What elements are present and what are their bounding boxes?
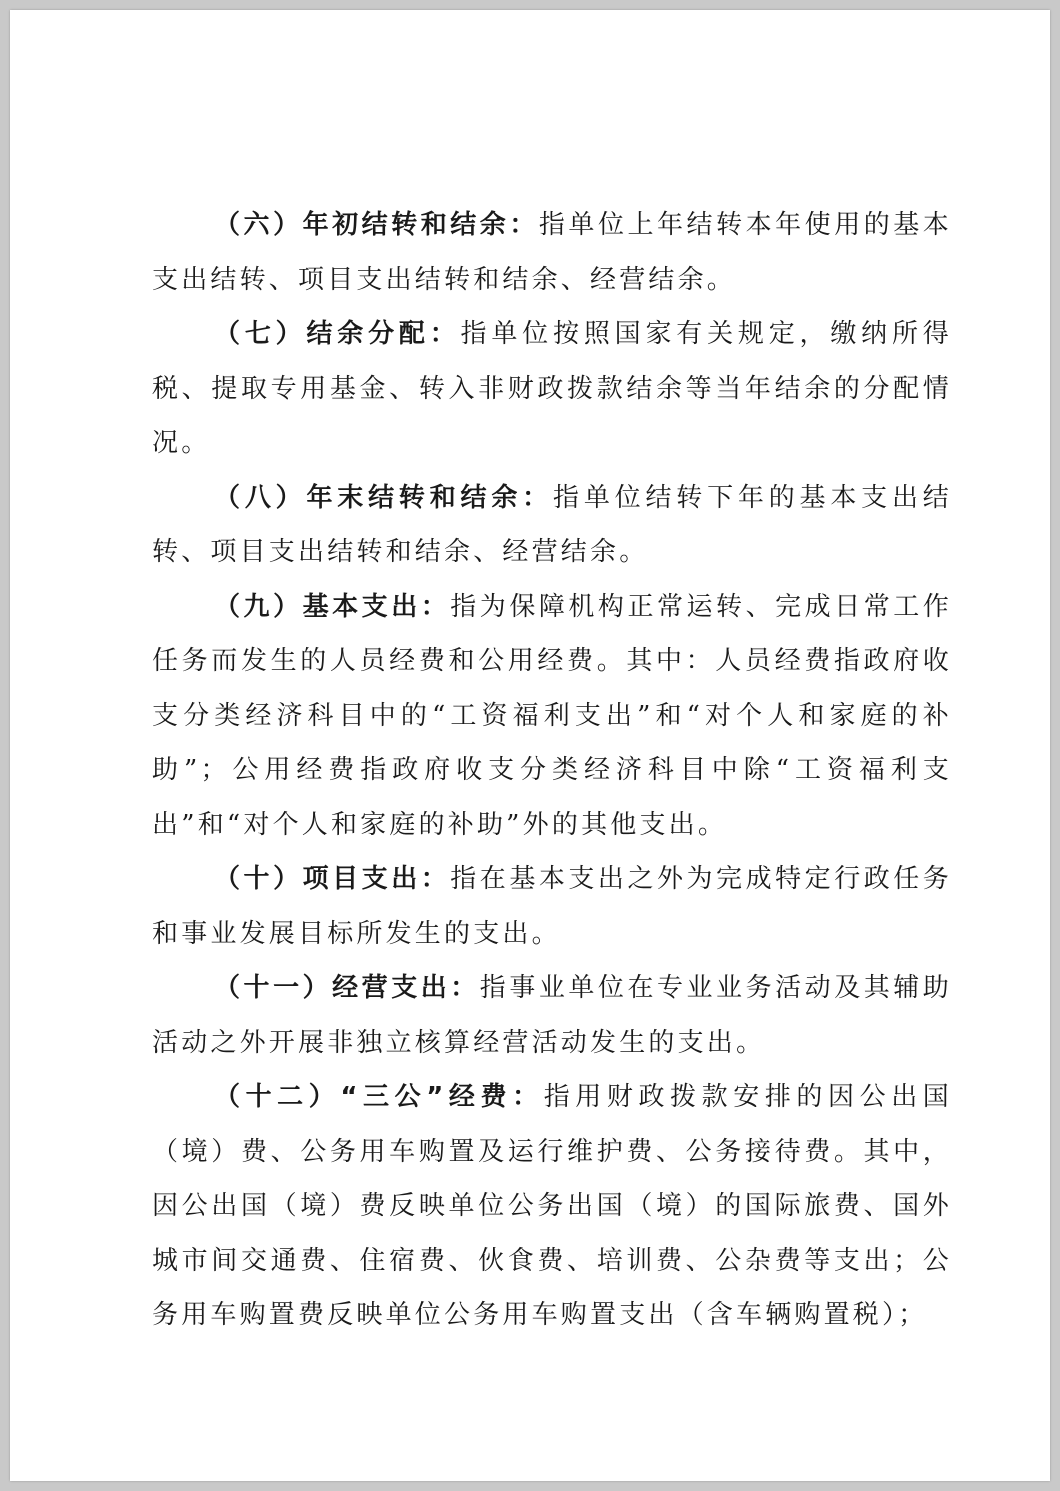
paragraph-6: [152, 198, 952, 307]
document-page: [10, 10, 1050, 1481]
paragraph-11: [152, 961, 952, 1070]
term-definition: 指用财政拨款安排的因公出国（境）费、公务用车购置及运行维护费、公务接待费。其中，因公出国（境）费反映单位公务出国（境）的国际旅费、国外城市间交通费、住宿费、伙食费、培训费、公杂费等支出；公务用车购置费反映单位公务用车购置支出（含车辆购置税）；: [152, 1082, 952, 1330]
paragraph-7: [152, 307, 952, 471]
term-heading: （六）年初结转和结余：: [214, 210, 539, 240]
paragraph-8: [152, 471, 952, 580]
term-heading: （十）项目支出：: [214, 864, 451, 894]
paragraph-9: [152, 580, 952, 853]
term-definition: 指事业单位在专业业务活动及其辅助活动之外开展非独立核算经营活动发生的支出。: [152, 973, 952, 1058]
paragraph-12: [152, 1070, 952, 1343]
document-body: [152, 198, 952, 1343]
term-definition: 指为保障机构正常运转、完成日常工作任务而发生的人员经费和公用经费。其中：人员经费指政府收支分类经济科目中的“工资福利支出”和“对个人和家庭的补助”；公用经费指政府收支分类经济科目中除“工资福利支出”和“对个人和家庭的补助”外的其他支出。: [152, 591, 952, 840]
term-heading: （九）基本支出：: [214, 591, 451, 622]
paragraph-10: [152, 852, 952, 961]
term-definition: 指单位结转下年的基本支出结转、项目支出结转和结余、经营结余。: [152, 482, 953, 567]
term-heading: （七）结余分配：: [214, 319, 461, 349]
term-definition: 指单位按照国家有关规定，缴纳所得税、提取专用基金、转入非财政拨款结余等当年结余的分配情况。: [152, 319, 953, 458]
term-heading: （十二）“三公”经费：: [214, 1082, 544, 1112]
term-definition: 指单位上年结转本年使用的基本支出结转、项目支出结转和结余、经营结余。: [152, 210, 953, 295]
term-definition: 指在基本支出之外为完成特定行政任务和事业发展目标所发生的支出。: [152, 864, 952, 949]
term-heading: （十一）经营支出：: [214, 973, 480, 1003]
term-heading: （八）年末结转和结余：: [214, 482, 553, 513]
